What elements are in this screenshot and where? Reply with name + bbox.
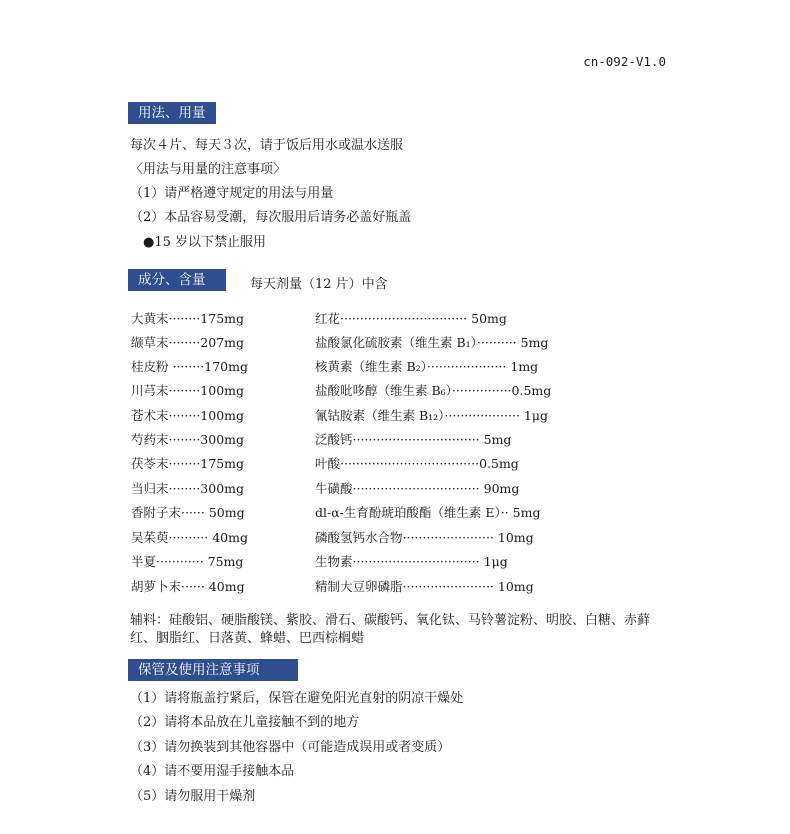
ingredient-row bbox=[131, 552, 601, 570]
ingredient-left: 川芎末········100mg bbox=[131, 383, 245, 398]
storage-section-heading: 保管及使用注意事项 bbox=[128, 659, 298, 681]
usage-note-3: ●15 岁以下禁止服用 bbox=[143, 235, 267, 250]
storage-item-3: （3）请勿换装到其他容器中（可能造成误用或者变质） bbox=[130, 740, 451, 755]
usage-notes-title: 〈用法与用量的注意事项〉 bbox=[130, 162, 287, 177]
ingredient-row bbox=[131, 309, 601, 327]
ingredient-left: 胡萝卜末······ 40mg bbox=[131, 579, 245, 594]
ingredient-right: 泛酸钙································ 5mg bbox=[315, 432, 512, 447]
daily-dose-note: 每天剂量（12 片）中含 bbox=[250, 277, 388, 292]
ingredient-right: 盐酸吡哆醇（维生素 B₆）···············0.5mg bbox=[315, 383, 552, 398]
ingredient-left: 缬草末········207mg bbox=[131, 335, 245, 350]
usage-dosage: 每次４片、每天３次，请于饭后用水或温水送服 bbox=[130, 138, 404, 153]
storage-item-4: （4）请不要用湿手接触本品 bbox=[130, 764, 295, 779]
ingredient-left: 半夏············ 75mg bbox=[131, 554, 244, 569]
ingredient-left: 苍术末········100mg bbox=[131, 408, 245, 423]
ingredient-row bbox=[131, 479, 601, 497]
ingredient-row bbox=[131, 454, 601, 472]
ingredient-right: 精制大豆卵磷脂······················· 10mg bbox=[315, 579, 534, 594]
ingredient-row bbox=[131, 406, 601, 424]
ingredient-left: 吴茱萸·········· 40mg bbox=[131, 530, 248, 545]
ingredient-row bbox=[131, 577, 601, 595]
ingredient-right: 生物素································ 1μg bbox=[315, 554, 508, 569]
ingredient-left: 桂皮粉 ········170mg bbox=[131, 359, 248, 374]
ingredient-right: 磷酸氢钙水合物······················· 10mg bbox=[315, 530, 534, 545]
ingredient-right: 氰钴胺素（维生素 B₁₂）··················· 1μg bbox=[315, 408, 548, 423]
storage-item-5: （5）请勿服用干燥剂 bbox=[130, 789, 256, 804]
ingredient-row bbox=[131, 503, 601, 521]
ingredient-right: 红花································ 50mg bbox=[315, 311, 507, 326]
ingredient-right: 叶酸···································0.5mg bbox=[315, 456, 519, 471]
ingredient-left: 香附子末······ 50mg bbox=[131, 505, 245, 520]
ingredient-row bbox=[131, 430, 601, 448]
ingredients-section-heading: 成分、含量 bbox=[128, 269, 226, 291]
ingredient-right: 核黄素（维生素 B₂）···················· 1mg bbox=[315, 359, 539, 374]
ingredient-right: dl-α-生育酚琥珀酸酯（维生素 E）·· 5mg bbox=[315, 505, 541, 520]
ingredient-row bbox=[131, 381, 601, 399]
ingredient-row bbox=[131, 528, 601, 546]
usage-note-2: （2）本品容易受潮，每次服用后请务必盖好瓶盖 bbox=[130, 210, 412, 225]
document-code: cn-092-V1.0 bbox=[583, 54, 666, 69]
storage-item-2: （2）请将本品放在儿童接触不到的地方 bbox=[130, 715, 360, 730]
usage-note-1: （1）请严格遵守规定的用法与用量 bbox=[130, 186, 334, 201]
storage-item-1: （1）请将瓶盖拧紧后，保管在避免阳光直射的阴凉干燥处 bbox=[130, 691, 464, 706]
ingredient-row bbox=[131, 333, 601, 351]
excipients-text: 辅料：硅酸铝、硬脂酸镁、紫胶、滑石、碳酸钙、氧化钛、马铃薯淀粉、明胶、白糖、赤藓红、胭脂红、日落黄、蜂蜡、巴西棕榈蜡 bbox=[130, 613, 651, 646]
ingredient-left: 当归末········300mg bbox=[131, 481, 245, 496]
ingredient-right: 牛磺酸································ 90mg bbox=[315, 481, 520, 496]
ingredient-left: 芍药末········300mg bbox=[131, 432, 245, 447]
ingredient-right: 盐酸氯化硫胺素（维生素 B₁）·········· 5mg bbox=[315, 335, 549, 350]
usage-section-heading: 用法、用量 bbox=[128, 102, 216, 124]
ingredient-row bbox=[131, 357, 601, 375]
ingredient-left: 茯苓末········175mg bbox=[131, 456, 245, 471]
ingredient-left: 大黄末········175mg bbox=[131, 311, 245, 326]
